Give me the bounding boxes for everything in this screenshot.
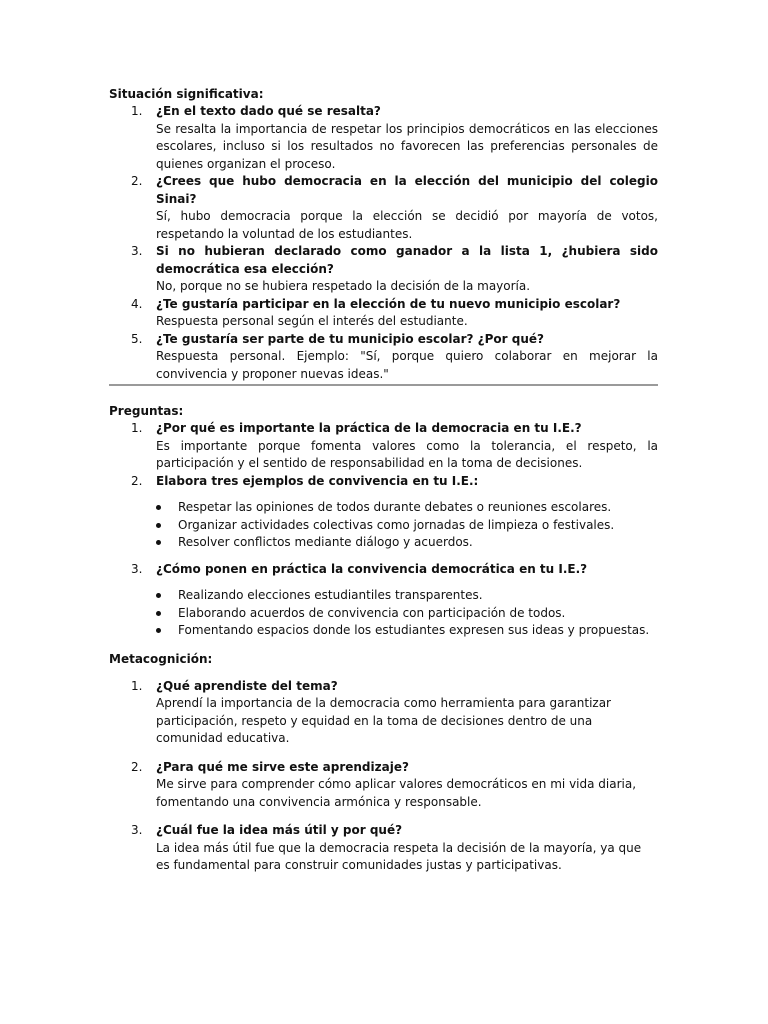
- preguntas-item-1: [109, 420, 658, 473]
- situacion-item-1: [109, 103, 658, 173]
- question-text: ¿Te gustaría ser parte de tu municipio escolar? ¿Por qué?: [156, 331, 544, 346]
- convivencia-examples-list: [109, 499, 658, 552]
- metacognicion-item-2: [109, 759, 658, 812]
- answer-text: Es importante porque fomenta valores como la tolerancia, el respeto, la participación y el sentido de responsabilidad en la toma de decisiones.: [156, 438, 658, 470]
- situacion-item-2: [109, 173, 658, 243]
- item-number: 4.: [131, 296, 143, 311]
- bullet-text: Realizando elecciones estudiantiles transparentes.: [178, 588, 483, 602]
- preguntas-list-cont: [109, 561, 658, 579]
- bullet-text: Organizar actividades colectivas como jornadas de limpieza o festivales.: [178, 517, 615, 532]
- answer-text: No, porque no se hubiera respetado la decisión de la mayoría.: [156, 279, 531, 293]
- item-number: 3.: [131, 244, 143, 258]
- item-number: 2.: [131, 759, 143, 774]
- preguntas-list: [109, 420, 658, 490]
- answer-text: Aprendí la importancia de la democracia como herramienta para garantizar participación, respeto y equidad en la toma de decisiones dentro de una comunidad educativa.: [156, 696, 611, 745]
- question-text: ¿Te gustaría participar en la elección de tu nuevo municipio escolar?: [156, 296, 621, 311]
- question-text: ¿Qué aprendiste del tema?: [156, 678, 338, 693]
- item-number: 2.: [131, 174, 143, 188]
- question-text: ¿Para qué me sirve este aprendizaje?: [156, 759, 409, 774]
- item-number: 5.: [131, 331, 143, 346]
- bullet-text: Fomentando espacios donde los estudiantes expresen sus ideas y propuestas.: [178, 623, 650, 637]
- bullet-icon: [156, 505, 161, 510]
- item-number: 1.: [131, 104, 143, 118]
- document-content: [109, 86, 658, 875]
- item-number: 3.: [131, 561, 143, 576]
- question-text: ¿Crees que hubo democracia en la elección del municipio del colegio Sinai?: [156, 174, 658, 206]
- answer-text: Sí, hubo democracia porque la elección se decidió por mayoría de votos, respetando la voluntad de los estudiantes.: [156, 209, 658, 241]
- situacion-item-4: [109, 296, 658, 331]
- list-item: [109, 499, 658, 517]
- metacognicion-item-1: [109, 678, 658, 748]
- preguntas-title: Preguntas:: [109, 404, 184, 418]
- question-text: ¿Por qué es importante la práctica de la democracia en tu I.E.?: [156, 421, 582, 435]
- question-text: ¿En el texto dado qué se resalta?: [156, 104, 381, 118]
- question-text: ¿Cómo ponen en práctica la convivencia democrática en tu I.E.?: [156, 561, 588, 576]
- item-number: 1.: [131, 421, 143, 435]
- bullet-icon: [156, 523, 161, 528]
- answer-text: Respuesta personal. Ejemplo: "Sí, porque quiero colaborar en mejorar la convivencia y proponer nuevas ideas.": [156, 349, 658, 381]
- list-item: [109, 622, 658, 640]
- section-divider: [109, 384, 658, 386]
- metacognicion-item-3: [109, 822, 658, 875]
- answer-text: Se resalta la importancia de respetar los principios democráticos en las elecciones escolares, incluso si los resultados no favorecen las preferencias personales de quienes organizan el proceso.: [156, 121, 658, 171]
- question-text: ¿Cuál fue la idea más útil y por qué?: [156, 823, 403, 837]
- situacion-list: [109, 103, 658, 383]
- convivencia-practice-list: [109, 587, 658, 640]
- question-text: Si no hubieran declarado como ganador a la lista 1, ¿hubiera sido democrática esa elección?: [156, 244, 658, 276]
- list-item: [109, 517, 658, 535]
- answer-text: Respuesta personal según el interés del estudiante.: [156, 314, 468, 328]
- answer-text: Me sirve para comprender cómo aplicar valores democráticos en mi vida diaria, fomentando una convivencia armónica y responsable.: [156, 777, 637, 809]
- list-item: [109, 587, 658, 605]
- list-item: [109, 534, 658, 552]
- item-number: 1.: [131, 678, 143, 693]
- situacion-title: Situación significativa:: [109, 87, 264, 101]
- bullet-icon: [156, 593, 161, 598]
- preguntas-item-3: [109, 561, 658, 579]
- metacognicion-title: Metacognición:: [109, 651, 213, 666]
- situacion-item-5: [109, 331, 658, 384]
- preguntas-item-2: [109, 473, 658, 491]
- bullet-text: Respetar las opiniones de todos durante debates o reuniones escolares.: [178, 500, 612, 514]
- answer-text: La idea más útil fue que la democracia respeta la decisión de la mayoría, ya que es fundamental para construir comunidades justas y participativas.: [156, 840, 642, 872]
- item-number: 3.: [131, 823, 143, 837]
- question-text: Elabora tres ejemplos de convivencia en tu I.E.:: [156, 473, 479, 488]
- bullet-text: Elaborando acuerdos de convivencia con participación de todos.: [178, 605, 566, 620]
- situacion-item-3: [109, 243, 658, 296]
- list-item: [109, 605, 658, 623]
- bullet-text: Resolver conflictos mediante diálogo y acuerdos.: [178, 535, 473, 549]
- bullet-icon: [156, 540, 161, 545]
- bullet-icon: [156, 628, 161, 633]
- item-number: 2.: [131, 473, 143, 488]
- metacognicion-list: [109, 678, 658, 875]
- bullet-icon: [156, 611, 161, 616]
